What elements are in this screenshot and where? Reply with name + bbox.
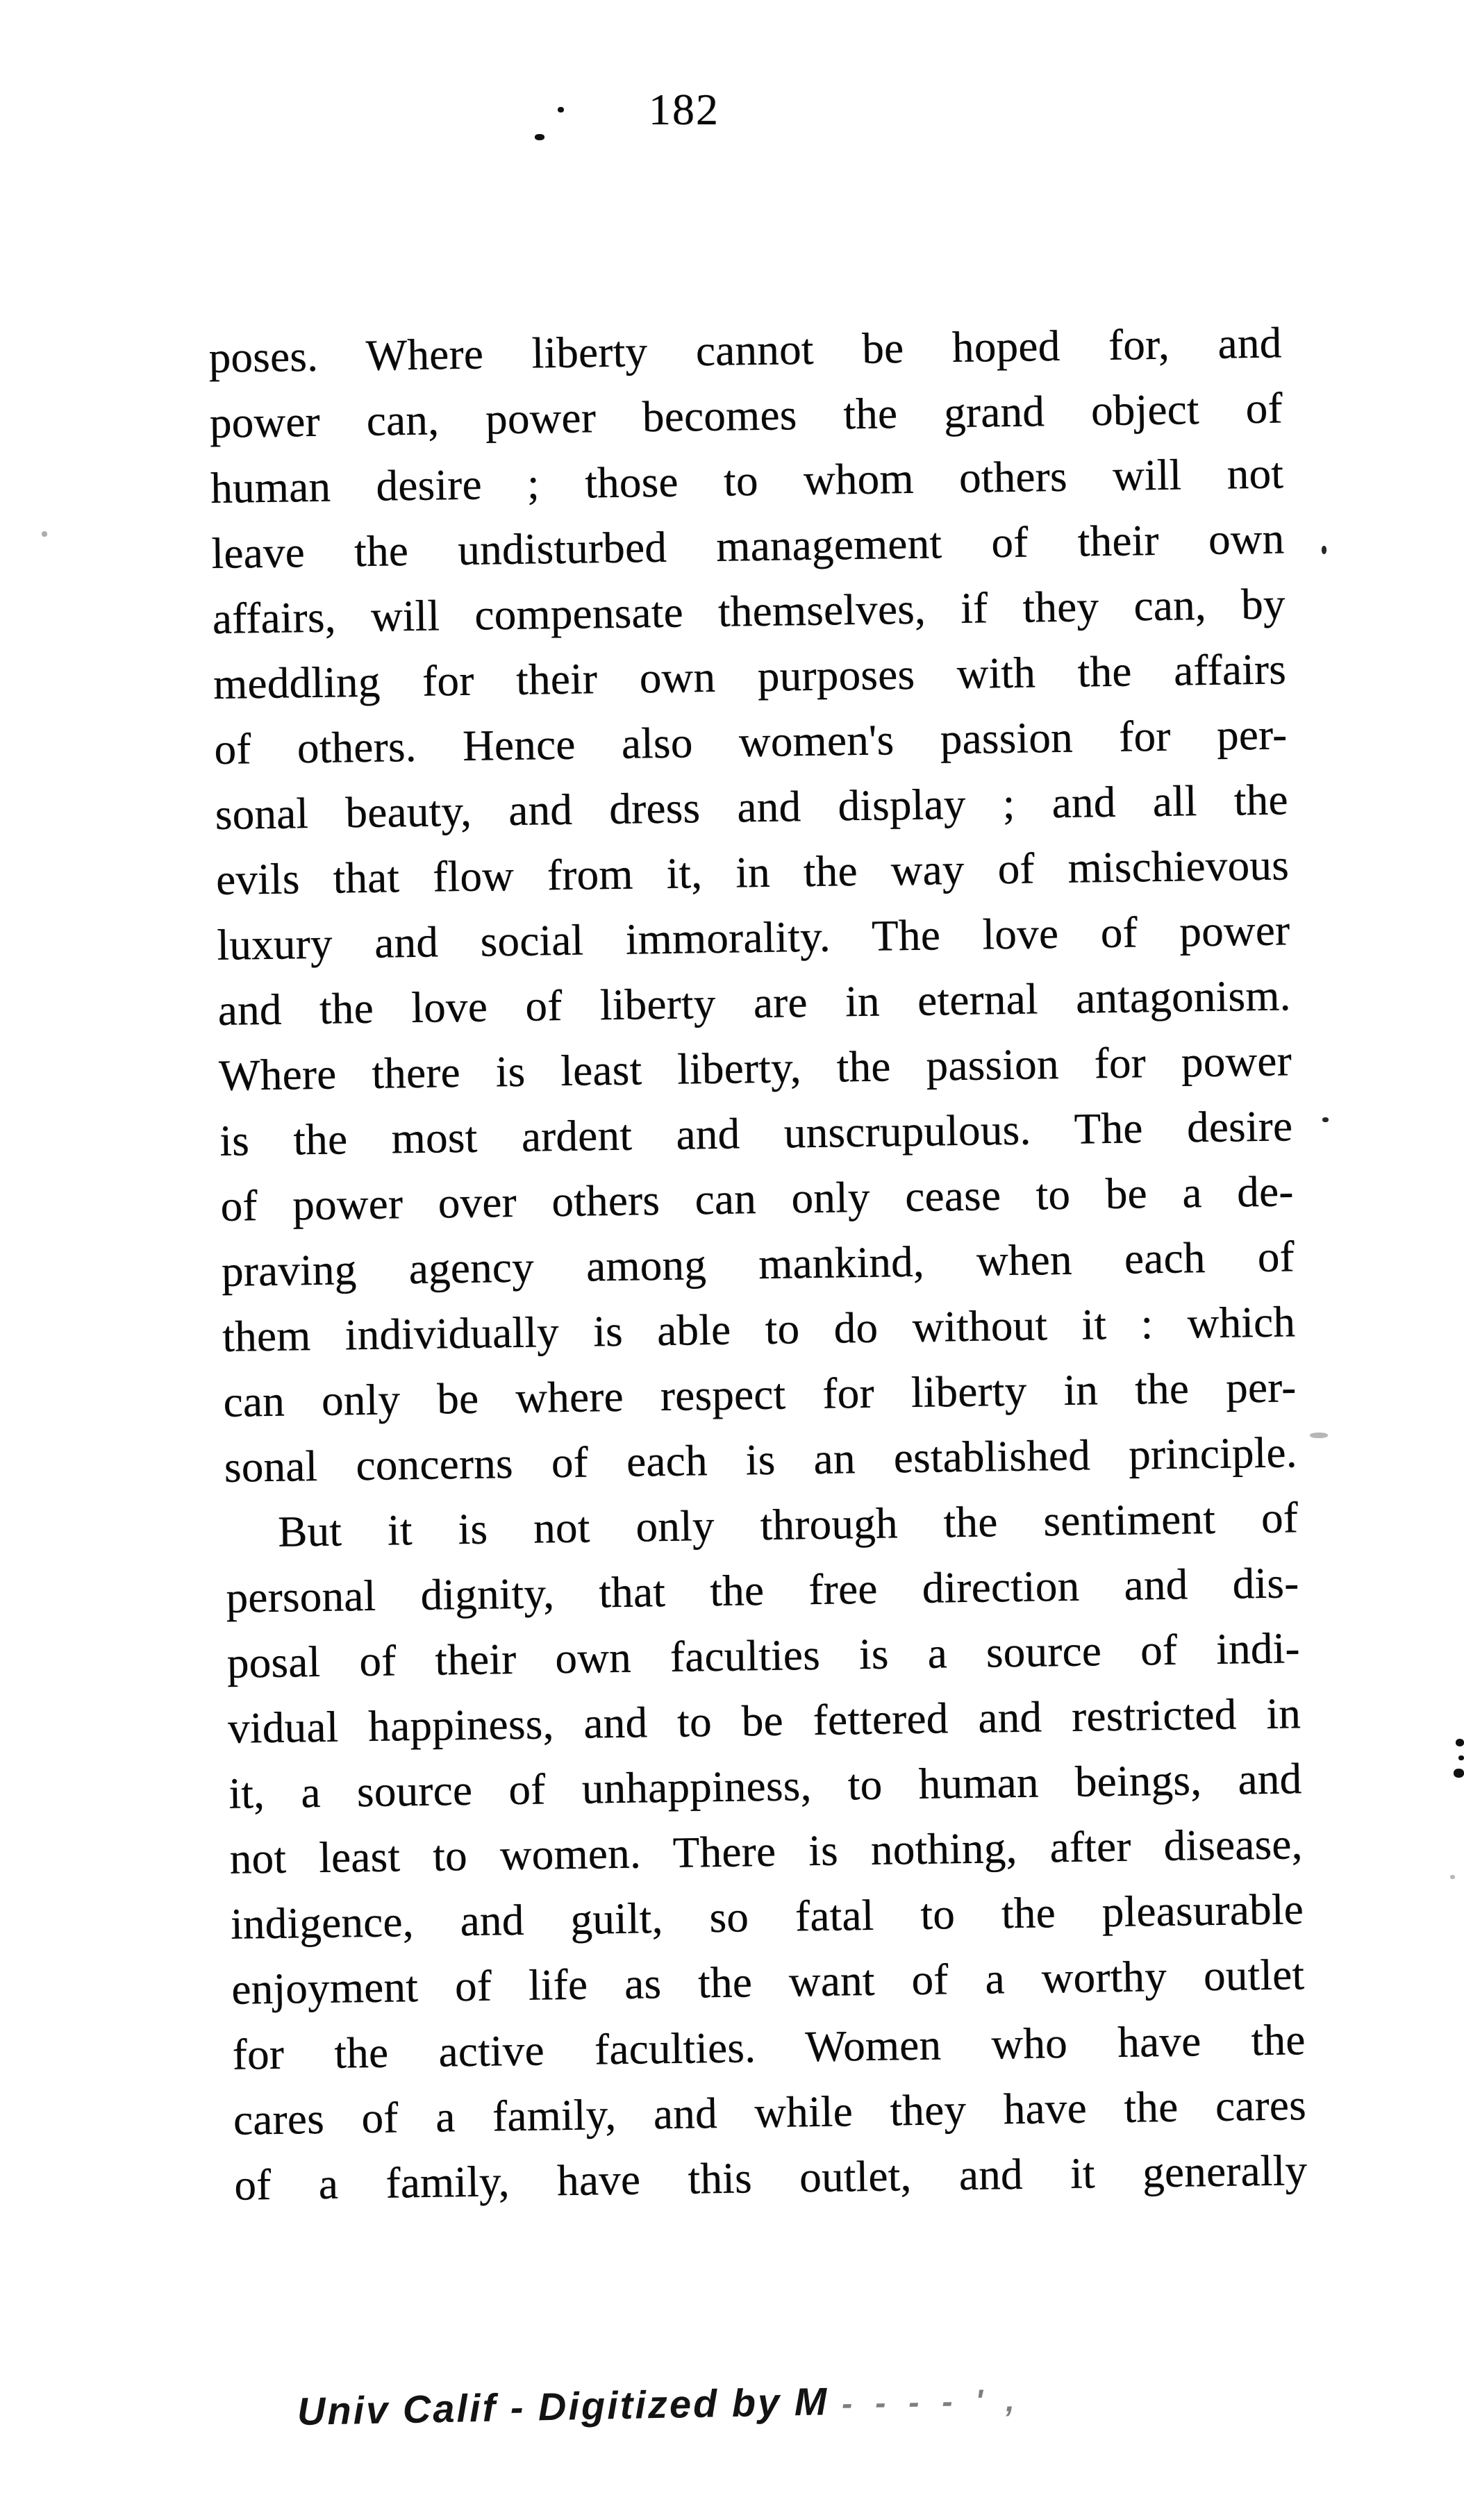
text-line: of power over others can only cease to be a de- [220, 1167, 1295, 1230]
text-line: praving agency among mankind, when each of [221, 1232, 1295, 1296]
text-line: cares of a family, and while they have the cares [233, 2080, 1307, 2144]
text-line: leave the undisturbed management of their own [211, 514, 1285, 578]
text-line: human desire ; those to whom others will not [210, 449, 1284, 512]
scan-speck [1456, 1739, 1464, 1746]
text-line: affairs, will compensate themselves, if they can, by [212, 579, 1286, 643]
text-line: and the love of liberty are in eternal antagonism. [217, 971, 1292, 1035]
text-line: sonal beauty, and dress and display ; and all the [215, 775, 1289, 839]
scan-speck [558, 107, 564, 112]
text-line: for the active faculties. Women who have the [232, 2015, 1306, 2079]
digitization-stamp-faded-text: - - - - ' , [841, 2381, 1022, 2421]
text-line: is the most ardent and unscrupulous. The desire [219, 1101, 1293, 1165]
scan-speck [42, 531, 47, 537]
text-line: not least to women. There is nothing, after disease, [229, 1819, 1304, 1883]
text-line: poses. Where liberty cannot be hoped for, and [208, 318, 1282, 382]
scan-speck [1450, 1875, 1455, 1879]
digitization-stamp [297, 2369, 1270, 2438]
text-line: Where there is least liberty, the passion for power [218, 1036, 1292, 1100]
text-line: power can, power becomes the grand object of [209, 383, 1283, 447]
text-line: it, a source of unhappiness, to human beings, and [228, 1754, 1302, 1818]
page-number: 182 [649, 85, 719, 134]
scan-speck [1454, 1769, 1464, 1778]
text-line: vidual happiness, and to be fettered and restricted in [227, 1689, 1301, 1753]
scan-speck [535, 134, 544, 140]
scan-speck [1310, 1433, 1328, 1438]
text-line: sonal concerns of each is an established principle. [224, 1428, 1298, 1492]
text-line: of others. Hence also women's passion for per- [214, 710, 1288, 774]
scan-speck [1322, 546, 1326, 554]
digitization-stamp-text: Univ Calif - Digitized by M [297, 2379, 829, 2433]
text-line: luxury and social immorality. The love of power [216, 906, 1290, 969]
text-line: personal dignity, that the free direction and dis- [226, 1558, 1299, 1622]
text-line: meddling for their own purposes with the affairs [213, 644, 1287, 708]
text-line: can only be where respect for liberty in the per- [223, 1362, 1297, 1426]
text-line: evils that flow from it, in the way of mischievous [215, 840, 1290, 904]
text-line-paragraph-start: But it is not only through the sentiment of [277, 1493, 1299, 1556]
scan-speck [1322, 1117, 1329, 1122]
scan-speck [1458, 1755, 1464, 1760]
text-line: indigence, and guilt, so fatal to the pleasurable [230, 1885, 1304, 1949]
text-line: posal of their own faculties is a source of indi- [226, 1624, 1301, 1687]
text-line: them individually is able to do without it : which [222, 1297, 1296, 1361]
text-line: of a family, have this outlet, and it generally [233, 2146, 1308, 2210]
text-line: enjoyment of life as the want of a worthy outlet [231, 1950, 1305, 2014]
body-text [208, 310, 1308, 2217]
